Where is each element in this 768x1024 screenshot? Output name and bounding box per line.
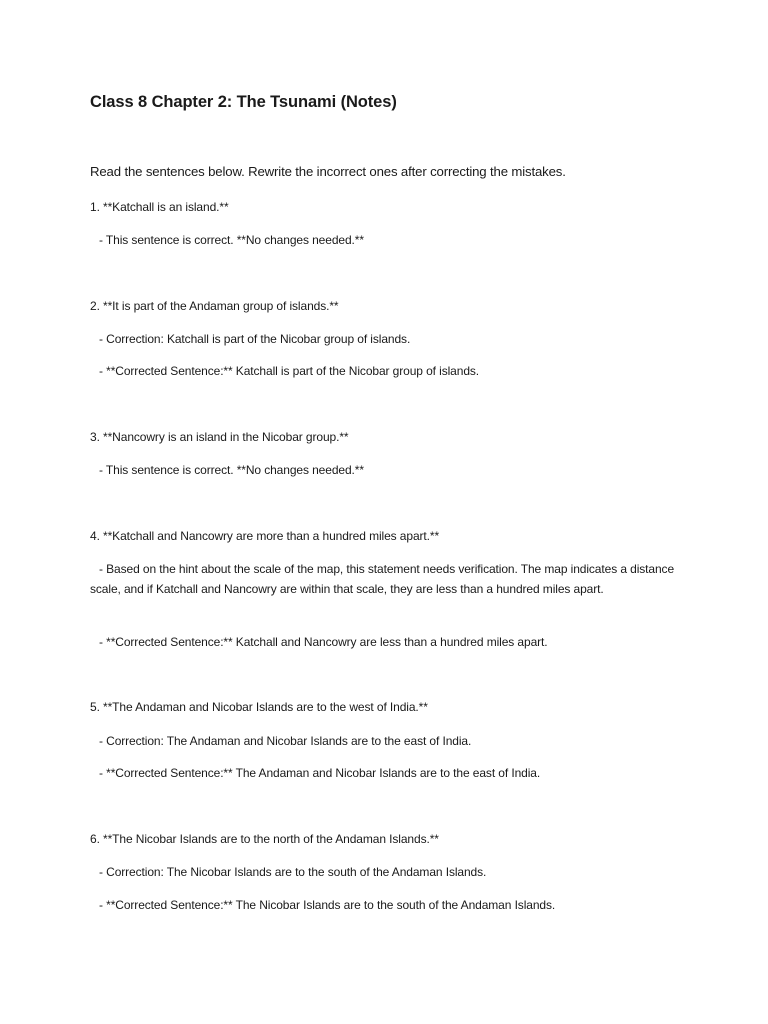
item-5-note-2: - **Corrected Sentence:** The Andaman and Nicobar Islands are to the east of India. xyxy=(99,766,541,780)
item-3-statement: 3. **Nancowry is an island in the Nicobar group.** xyxy=(90,430,349,444)
item-1-note-1: - This sentence is correct. **No changes needed.** xyxy=(99,233,364,247)
item-5-note-1: - Correction: The Andaman and Nicobar Islands are to the east of India. xyxy=(99,734,472,748)
item-4-note-1: - Based on the hint about the scale of the map, this statement needs verification. The map indicates a distance scale, and if Katchall and Nancowry are within that scale, they are less than a hundred miles apart. xyxy=(90,562,675,596)
item-6-statement: 6. **The Nicobar Islands are to the north of the Andaman Islands.** xyxy=(90,832,439,846)
instructions-text: Read the sentences below. Rewrite the incorrect ones after correcting the mistakes. xyxy=(90,164,566,179)
item-2-note-2: - **Corrected Sentence:** Katchall is part of the Nicobar group of islands. xyxy=(99,364,480,378)
page-title: Class 8 Chapter 2: The Tsunami (Notes) xyxy=(90,93,397,111)
item-2-note-1: - Correction: Katchall is part of the Nicobar group of islands. xyxy=(99,332,411,346)
item-4-note-2: - **Corrected Sentence:** Katchall and Nancowry are less than a hundred miles apart. xyxy=(99,635,548,649)
item-2-statement: 2. **It is part of the Andaman group of islands.** xyxy=(90,299,339,313)
item-3-note-1: - This sentence is correct. **No changes needed.** xyxy=(99,463,364,477)
item-1-statement: 1. **Katchall is an island.** xyxy=(90,200,229,214)
item-5-statement: 5. **The Andaman and Nicobar Islands are to the west of India.** xyxy=(90,700,428,714)
item-6-note-2: - **Corrected Sentence:** The Nicobar Islands are to the south of the Andaman Islands. xyxy=(99,898,556,912)
item-4-statement: 4. **Katchall and Nancowry are more than a hundred miles apart.** xyxy=(90,529,440,543)
item-6-note-1: - Correction: The Nicobar Islands are to the south of the Andaman Islands. xyxy=(99,865,487,879)
